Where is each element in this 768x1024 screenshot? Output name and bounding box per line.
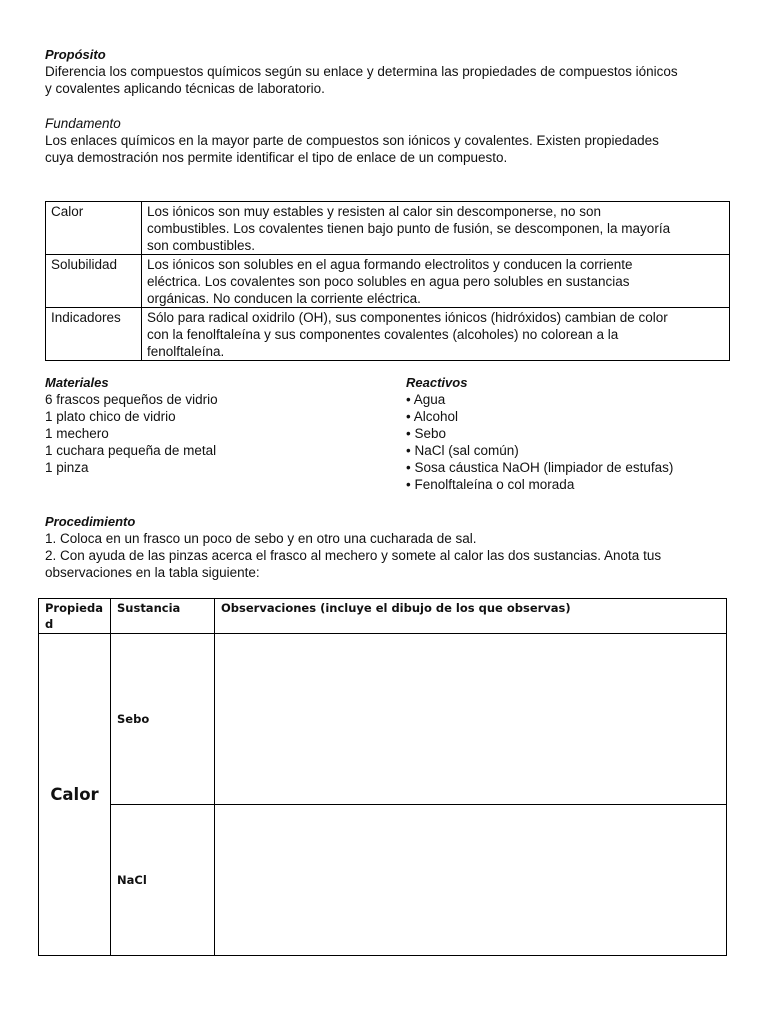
properties-row-solubilidad bbox=[46, 255, 730, 308]
substance-nacl: NaCl bbox=[111, 805, 215, 956]
procedimiento-line-2: 2. Con ayuda de las pinzas acerca el frasco al mechero y somete al calor las dos sustancias. Anota tus bbox=[45, 548, 662, 563]
properties-table bbox=[45, 201, 730, 361]
fundamento-section bbox=[45, 115, 730, 166]
properties-key: Solubilidad bbox=[46, 255, 142, 308]
properties-description bbox=[142, 255, 730, 308]
reactivos-title: Reactivos bbox=[406, 375, 468, 390]
proposito-line-1: Diferencia los compuestos químicos según su enlace y determina las propiedades de compuestos iónicos bbox=[45, 64, 678, 79]
properties-key: Calor bbox=[46, 202, 142, 255]
observations-row-nacl bbox=[39, 805, 727, 956]
substance-sebo: Sebo bbox=[111, 634, 215, 805]
header-sustancia: Sustancia bbox=[111, 599, 215, 634]
materiales-item: 6 frascos pequeños de vidrio bbox=[45, 392, 218, 407]
fundamento-line-1: Los enlaces químicos en la mayor parte de compuestos son iónicos y covalentes. Existen propiedades bbox=[45, 133, 659, 148]
properties-text-line: combustibles. Los covalentes tienen bajo punto de fusión, se descomponen, la mayoría bbox=[147, 221, 671, 236]
procedimiento-section bbox=[45, 513, 730, 581]
header-propiedad bbox=[39, 599, 111, 634]
materiales-item: 1 plato chico de vidrio bbox=[45, 409, 176, 424]
materiales-item: 1 pinza bbox=[45, 460, 89, 475]
materiales-title: Materiales bbox=[45, 375, 109, 390]
materiales-item: 1 cuchara pequeña de metal bbox=[45, 443, 217, 458]
properties-text-line: eléctrica. Los covalentes son poco solubles en agua pero solubles en sustancias bbox=[147, 274, 630, 289]
properties-row-calor bbox=[46, 202, 730, 255]
properties-table-wrapper bbox=[45, 201, 730, 361]
properties-text-line: fenolftaleína. bbox=[147, 344, 225, 359]
proposito-line-2: y covalentes aplicando técnicas de laboratorio. bbox=[45, 81, 325, 96]
properties-description bbox=[142, 308, 730, 361]
properties-text-line: orgánicas. No conducen la corriente eléctrica. bbox=[147, 291, 421, 306]
materiales-column bbox=[45, 374, 218, 476]
observations-header-row bbox=[39, 599, 727, 634]
reactivos-column bbox=[406, 374, 673, 493]
properties-description bbox=[142, 202, 730, 255]
reactivos-item: • Alcohol bbox=[406, 409, 459, 424]
observations-table bbox=[38, 598, 727, 956]
reactivos-item: • Fenolftaleína o col morada bbox=[406, 477, 575, 492]
fundamento-line-2: cuya demostración nos permite identificar el tipo de enlace de un compuesto. bbox=[45, 150, 508, 165]
observations-row-sebo bbox=[39, 634, 727, 805]
header-propiedad-line-2: d bbox=[45, 617, 54, 631]
materiales-item: 1 mechero bbox=[45, 426, 109, 441]
observation-cell-nacl[interactable] bbox=[215, 805, 727, 956]
properties-text-line: Los iónicos son solubles en el agua formando electrolitos y conducen la corriente bbox=[147, 257, 633, 272]
reactivos-item: • Sosa cáustica NaOH (limpiador de estufas) bbox=[406, 460, 674, 475]
proposito-title: Propósito bbox=[45, 47, 106, 62]
reactivos-item: • NaCl (sal común) bbox=[406, 443, 519, 458]
property-calor: Calor bbox=[39, 634, 111, 956]
procedimiento-line-3: observaciones en la tabla siguiente: bbox=[45, 565, 260, 580]
reactivos-item: • Sebo bbox=[406, 426, 447, 441]
fundamento-title: Fundamento bbox=[45, 116, 121, 131]
properties-text-line: son combustibles. bbox=[147, 238, 256, 253]
properties-key: Indicadores bbox=[46, 308, 142, 361]
properties-text-line: con la fenolftaleína y sus componentes covalentes (alcoholes) no colorean a la bbox=[147, 327, 619, 342]
observation-cell-sebo[interactable] bbox=[215, 634, 727, 805]
proposito-section bbox=[45, 46, 730, 97]
procedimiento-line-1: 1. Coloca en un frasco un poco de sebo y en otro una cucharada de sal. bbox=[45, 531, 477, 546]
procedimiento-title: Procedimiento bbox=[45, 514, 136, 529]
header-propiedad-line-1: Propieda bbox=[45, 601, 103, 615]
properties-text-line: Los iónicos son muy estables y resisten al calor sin descomponerse, no son bbox=[147, 204, 601, 219]
properties-row-indicadores bbox=[46, 308, 730, 361]
reactivos-item: • Agua bbox=[406, 392, 446, 407]
properties-text-line: Sólo para radical oxidrilo (OH), sus componentes iónicos (hidróxidos) cambian de color bbox=[147, 310, 668, 325]
header-observaciones: Observaciones (incluye el dibujo de los que observas) bbox=[215, 599, 727, 634]
